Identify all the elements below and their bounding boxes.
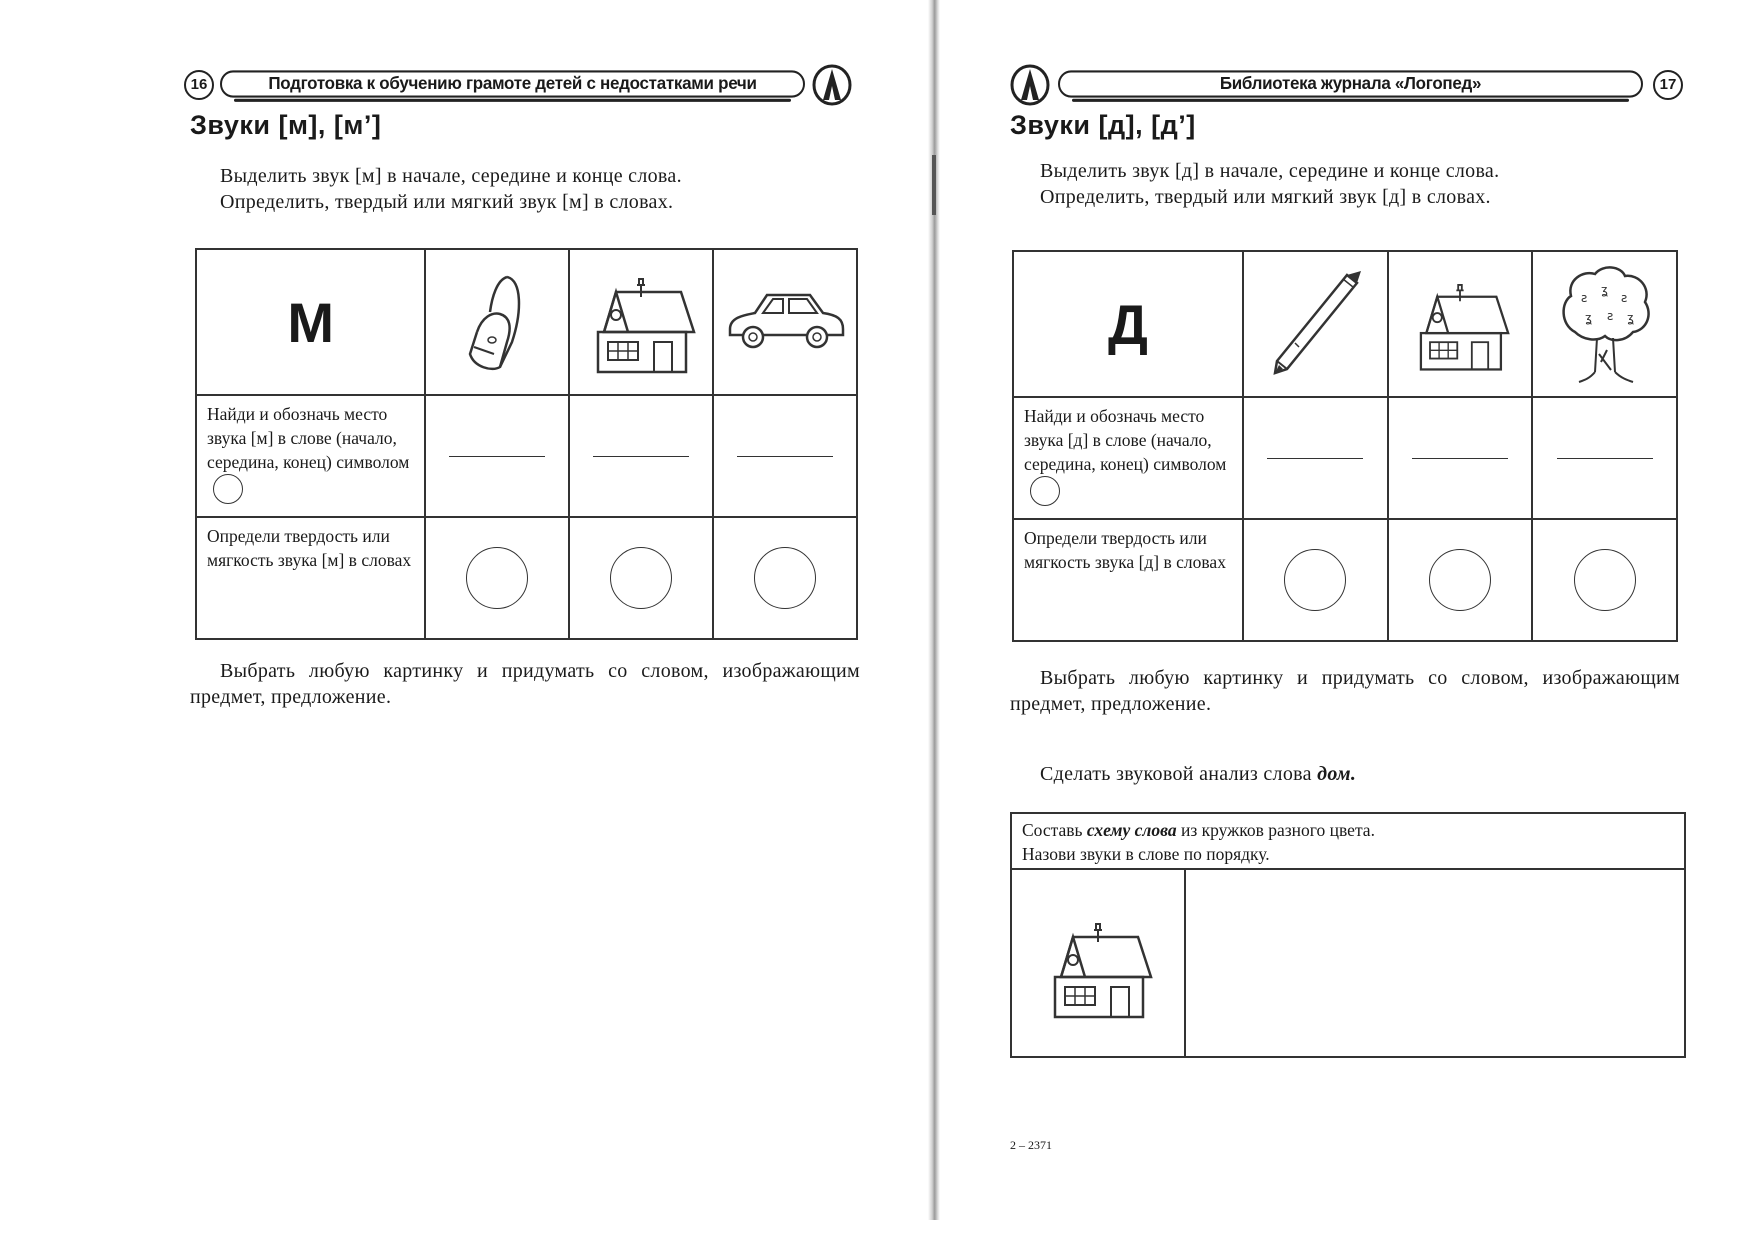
right-section-title: Звуки [д], [д’] bbox=[1010, 110, 1196, 140]
bag-icon bbox=[425, 249, 568, 395]
answer-circle bbox=[1429, 549, 1491, 611]
svg-text:ʓ: ʓ bbox=[1584, 310, 1592, 325]
position-answer-blank[interactable] bbox=[569, 395, 713, 517]
svg-text:ʓ: ʓ bbox=[1600, 282, 1608, 297]
right-instruction-line1: Выделить звук [д] в начале, середине и конце слова. bbox=[1040, 160, 1500, 182]
blank-line bbox=[1557, 458, 1653, 459]
left-page-number: 16 bbox=[184, 70, 214, 100]
left-header-title: Подготовка к обучению грамоте детей с недостатками речи bbox=[220, 70, 805, 97]
position-answer-blank[interactable] bbox=[1243, 397, 1388, 519]
answer-circle bbox=[466, 547, 528, 609]
blank-line bbox=[1412, 458, 1508, 459]
sound-analysis-task bbox=[1040, 763, 1356, 786]
house-icon bbox=[569, 249, 713, 395]
left-hardness-label: Определи твердость или мягкость звука [м] в словах bbox=[196, 517, 425, 639]
right-position-label bbox=[1013, 397, 1243, 519]
blank-line bbox=[1267, 458, 1363, 459]
hardness-answer-circle[interactable] bbox=[569, 517, 713, 639]
left-header bbox=[190, 64, 870, 106]
hardness-answer-circle[interactable] bbox=[713, 517, 857, 639]
scheme-line1-post: из кружков разного цвета. bbox=[1180, 820, 1375, 840]
spine-mark bbox=[932, 155, 936, 215]
scheme-line2: Назови звуки в слове по порядку. bbox=[1022, 844, 1270, 864]
word-scheme-box bbox=[1010, 812, 1686, 1058]
left-exercise-table bbox=[195, 248, 858, 640]
left-instruction-line1: Выделить звук [м] в начале, середине и конце слова. bbox=[220, 165, 682, 187]
logopedia-logo-icon bbox=[1010, 64, 1050, 106]
svg-text:ƨ: ƨ bbox=[1580, 290, 1587, 305]
sound-position-symbol bbox=[213, 474, 243, 504]
left-task-text: Выбрать любую картинку и придумать со словом, изображающим предмет, предложение. bbox=[190, 660, 860, 708]
scheme-line1-em: схему слова bbox=[1086, 820, 1177, 840]
right-exercise-table bbox=[1012, 250, 1678, 642]
right-letter-cell: Д bbox=[1013, 251, 1243, 397]
blank-line bbox=[737, 456, 833, 457]
blank-line bbox=[449, 456, 545, 457]
pencil-icon bbox=[1243, 251, 1388, 397]
right-hardness-label: Определи твердость или мягкость звука [д] в словах bbox=[1013, 519, 1243, 641]
right-position-label-text: Найди и обозначь место звука [д] в слове (начало, середина, конец) символом bbox=[1024, 406, 1227, 474]
tree-icon bbox=[1532, 251, 1677, 397]
right-page-number: 17 bbox=[1653, 70, 1683, 100]
hardness-answer-circle[interactable] bbox=[425, 517, 568, 639]
position-answer-blank[interactable] bbox=[1532, 397, 1677, 519]
left-position-label-text: Найди и обозначь место звука [м] в слове (начало, середина, конец) символом bbox=[207, 404, 410, 472]
word-scheme-drawing-area[interactable] bbox=[1184, 870, 1684, 1056]
svg-text:ƨ: ƨ bbox=[1620, 290, 1627, 305]
hardness-answer-circle[interactable] bbox=[1532, 519, 1677, 641]
svg-text:ʓ: ʓ bbox=[1626, 310, 1634, 325]
scheme-line1 bbox=[1022, 818, 1674, 842]
right-task-text: Выбрать любую картинку и придумать со словом, изображающим предмет, предложение. bbox=[1010, 667, 1680, 715]
blank-line bbox=[593, 456, 689, 457]
hardness-answer-circle[interactable] bbox=[1388, 519, 1533, 641]
left-page bbox=[190, 0, 870, 1247]
answer-circle bbox=[754, 547, 816, 609]
right-page bbox=[1010, 0, 1690, 1247]
position-answer-blank[interactable] bbox=[713, 395, 857, 517]
position-answer-blank[interactable] bbox=[1388, 397, 1533, 519]
logopedia-logo-icon bbox=[812, 64, 852, 106]
scheme-line1-pre: Составь bbox=[1022, 820, 1083, 840]
answer-circle bbox=[1574, 549, 1636, 611]
left-position-label bbox=[196, 395, 425, 517]
left-letter-cell: М bbox=[196, 249, 425, 395]
hardness-answer-circle[interactable] bbox=[1243, 519, 1388, 641]
left-section-title: Звуки [м], [м’] bbox=[190, 110, 382, 140]
svg-text:ƨ: ƨ bbox=[1606, 308, 1613, 323]
sound-position-symbol bbox=[1030, 476, 1060, 506]
sound-analysis-word: дом. bbox=[1317, 763, 1357, 785]
car-icon bbox=[713, 249, 857, 395]
print-code: 2 – 2371 bbox=[1010, 1138, 1052, 1152]
house-icon bbox=[1388, 251, 1533, 397]
word-scheme-instructions bbox=[1012, 814, 1684, 870]
right-instruction-line2: Определить, твердый или мягкий звук [д] в словах. bbox=[1040, 186, 1491, 208]
answer-circle bbox=[1284, 549, 1346, 611]
house-icon bbox=[1012, 870, 1186, 1056]
left-instruction-line2: Определить, твердый или мягкий звук [м] в словах. bbox=[220, 191, 674, 213]
right-header-title: Библиотека журнала «Логопед» bbox=[1058, 70, 1643, 97]
sound-analysis-prefix: Сделать звуковой анализ слова bbox=[1040, 763, 1312, 785]
position-answer-blank[interactable] bbox=[425, 395, 568, 517]
answer-circle bbox=[610, 547, 672, 609]
right-header bbox=[1010, 64, 1690, 106]
